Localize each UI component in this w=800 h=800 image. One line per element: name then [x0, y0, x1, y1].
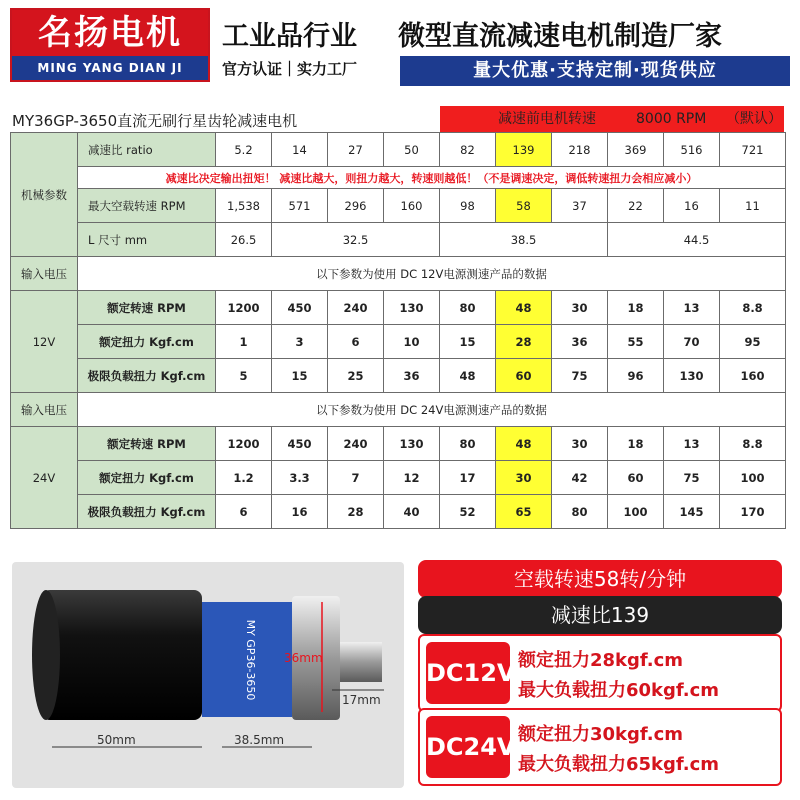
noload-speed-badge: 空载转速58转/分钟 — [418, 560, 782, 598]
dim-gearbox: 38.5mm — [234, 733, 285, 747]
slogan-certified: 官方认证｜实力工厂 — [222, 60, 358, 78]
ratio-cell-highlight: 139 — [496, 133, 552, 167]
cell: 36 — [384, 359, 440, 393]
v12-torque-row — [11, 325, 786, 359]
length-cell: 26.5 — [216, 223, 272, 257]
mech-group-label: 机械参数 — [11, 133, 78, 257]
cell: 95 — [720, 325, 786, 359]
cell: 130 — [384, 427, 440, 461]
length-row — [11, 223, 786, 257]
cell: 5 — [216, 359, 272, 393]
ratio-cell: 27 — [328, 133, 384, 167]
dc12v-rated-torque: 额定扭力28kgf.cm — [518, 650, 684, 671]
ratio-cell: 5.2 — [216, 133, 272, 167]
ratio-label: 减速比 ratio — [78, 133, 216, 167]
cell: 1.2 — [216, 461, 272, 495]
noload-cell: 571 — [272, 189, 328, 223]
ratio-cell: 369 — [608, 133, 664, 167]
dim-diameter: 36mm — [284, 651, 323, 665]
cell: 100 — [720, 461, 786, 495]
cell: 42 — [552, 461, 608, 495]
cell: 130 — [384, 291, 440, 325]
cell: 30 — [552, 291, 608, 325]
cell: 60 — [608, 461, 664, 495]
cell: 30 — [552, 427, 608, 461]
dc12v-max-torque: 最大负载扭力60kgf.cm — [518, 680, 720, 701]
product-photo — [12, 562, 404, 788]
cell: 15 — [440, 325, 496, 359]
cell: 18 — [608, 291, 664, 325]
cell: 70 — [664, 325, 720, 359]
cell: 96 — [608, 359, 664, 393]
logo-cn: 名扬电机 — [12, 10, 208, 56]
slogan-banner: 量大优惠·支持定制·现货供应 — [400, 56, 790, 86]
cell: 8.8 — [720, 291, 786, 325]
dim-shaft: 17mm — [342, 693, 381, 707]
banner-default: （默认） — [726, 111, 782, 127]
cell: 7 — [328, 461, 384, 495]
cell: 1200 — [216, 427, 272, 461]
cell: 160 — [720, 359, 786, 393]
cell: 240 — [328, 291, 384, 325]
cell: 1 — [216, 325, 272, 359]
cell-highlight: 48 — [496, 291, 552, 325]
cell: 100 — [608, 495, 664, 529]
cell: 17 — [440, 461, 496, 495]
cell: 16 — [272, 495, 328, 529]
cell: 145 — [664, 495, 720, 529]
cell-highlight: 28 — [496, 325, 552, 359]
voltage-12v: 12V — [11, 291, 78, 393]
model-title: MY36GP-3650直流无刷行星齿轮减速电机 — [12, 112, 298, 130]
input-12v-row — [11, 257, 786, 291]
ratio-cell: 721 — [720, 133, 786, 167]
cell: 13 — [664, 291, 720, 325]
voltage-24v: 24V — [11, 427, 78, 529]
banner-rpm: 8000 RPM — [636, 111, 707, 127]
cell: 10 — [384, 325, 440, 359]
length-cell: 32.5 — [272, 223, 440, 257]
motor-label-text: MY GP36-3650 — [244, 619, 257, 701]
cell-highlight: 30 — [496, 461, 552, 495]
v24-max-row — [11, 495, 786, 529]
noload-cell: 22 — [608, 189, 664, 223]
cell: 15 — [272, 359, 328, 393]
cell: 48 — [440, 359, 496, 393]
noload-cell: 1,538 — [216, 189, 272, 223]
noload-cell-highlight: 58 — [496, 189, 552, 223]
cell: 12 — [384, 461, 440, 495]
dim-motor: 50mm — [97, 733, 136, 747]
cell: 3 — [272, 325, 328, 359]
rated-torque-label: 额定扭力 Kgf.cm — [78, 461, 216, 495]
dc24v-max-torque: 最大负载扭力65kgf.cm — [518, 754, 720, 775]
cell: 13 — [664, 427, 720, 461]
slogan-manufacturer: 微型直流减速电机制造厂家 — [398, 21, 722, 52]
cell: 28 — [328, 495, 384, 529]
cell: 130 — [664, 359, 720, 393]
cell: 240 — [328, 427, 384, 461]
dc12v-label: DC12V — [426, 642, 510, 704]
cell: 1200 — [216, 291, 272, 325]
cell: 75 — [552, 359, 608, 393]
dc12v-box — [418, 634, 782, 712]
rated-speed-label: 额定转速 RPM — [78, 427, 216, 461]
cell: 8.8 — [720, 427, 786, 461]
cell: 40 — [384, 495, 440, 529]
gear-motor-illustration — [12, 562, 404, 788]
noload-cell: 16 — [664, 189, 720, 223]
noload-label: 最大空载转速 RPM — [78, 189, 216, 223]
noload-cell: 11 — [720, 189, 786, 223]
cell-highlight: 60 — [496, 359, 552, 393]
cell: 55 — [608, 325, 664, 359]
cell: 3.3 — [272, 461, 328, 495]
noload-cell: 98 — [440, 189, 496, 223]
page-header — [0, 0, 800, 92]
info-12v: 以下参数为使用 DC 12V电源测速产品的数据 — [78, 257, 786, 291]
info-24v: 以下参数为使用 DC 24V电源测速产品的数据 — [78, 393, 786, 427]
noload-row — [11, 189, 786, 223]
cell: 25 — [328, 359, 384, 393]
banner-label: 减速前电机转速 — [498, 111, 596, 127]
cell: 80 — [440, 427, 496, 461]
input-24v-row — [11, 393, 786, 427]
cell: 36 — [552, 325, 608, 359]
ratio-cell: 82 — [440, 133, 496, 167]
slogan-industry: 工业品行业 — [222, 21, 357, 52]
cell: 80 — [440, 291, 496, 325]
v12-max-row — [11, 359, 786, 393]
ratio-cell: 218 — [552, 133, 608, 167]
ratio-cell: 50 — [384, 133, 440, 167]
spec-table — [10, 132, 786, 529]
length-label: L 尺寸 mm — [78, 223, 216, 257]
cell: 450 — [272, 427, 328, 461]
cell-highlight: 48 — [496, 427, 552, 461]
cell: 170 — [720, 495, 786, 529]
max-torque-label: 极限负载扭力 Kgf.cm — [78, 495, 216, 529]
noload-cell: 296 — [328, 189, 384, 223]
cell: 75 — [664, 461, 720, 495]
dc24v-label: DC24V — [426, 716, 510, 778]
cell: 80 — [552, 495, 608, 529]
input-voltage-label: 输入电压 — [11, 257, 78, 291]
v24-speed-row — [11, 427, 786, 461]
max-torque-label: 极限负载扭力 Kgf.cm — [78, 359, 216, 393]
ratio-cell: 516 — [664, 133, 720, 167]
ratio-badge: 减速比139 — [418, 596, 782, 634]
ratio-cell: 14 — [272, 133, 328, 167]
dc24v-rated-torque: 额定扭力30kgf.cm — [518, 724, 684, 745]
ratio-note: 减速比决定输出扭矩！ 减速比越大，则扭力越大，转速则越低！（不是调速决定，调低转速扭力会相应减小） — [78, 167, 786, 189]
cell: 52 — [440, 495, 496, 529]
input-voltage-label: 输入电压 — [11, 393, 78, 427]
cell: 450 — [272, 291, 328, 325]
cell-highlight: 65 — [496, 495, 552, 529]
v12-speed-row — [11, 291, 786, 325]
ratio-row — [11, 133, 786, 167]
dc24v-box — [418, 708, 782, 786]
length-cell: 44.5 — [608, 223, 786, 257]
cell: 18 — [608, 427, 664, 461]
logo-en: MING YANG DIAN JI — [12, 56, 208, 80]
noload-cell: 160 — [384, 189, 440, 223]
rated-torque-label: 额定扭力 Kgf.cm — [78, 325, 216, 359]
cell: 6 — [216, 495, 272, 529]
brand-logo — [10, 8, 210, 82]
rated-speed-label: 额定转速 RPM — [78, 291, 216, 325]
cell: 6 — [328, 325, 384, 359]
length-cell: 38.5 — [440, 223, 608, 257]
noload-cell: 37 — [552, 189, 608, 223]
v24-torque-row — [11, 461, 786, 495]
input-speed-banner — [440, 106, 784, 132]
